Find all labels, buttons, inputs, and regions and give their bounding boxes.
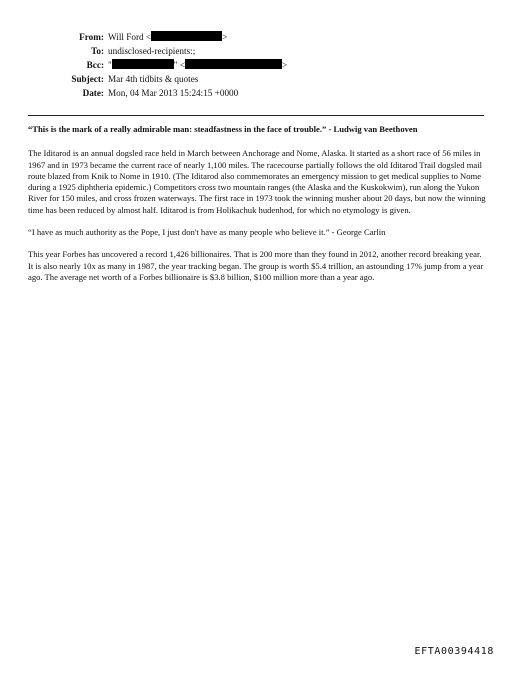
to-label: To: xyxy=(91,46,104,56)
from-label: From: xyxy=(79,32,104,42)
redaction-block xyxy=(112,59,174,69)
bcc-open-quote: " xyxy=(108,60,112,70)
redaction-block xyxy=(185,59,282,69)
from-row xyxy=(0,30,512,44)
iditarod-paragraph: The Iditarod is an annual dogsled race held in March between Anchorage and Nome, Alaska. It started as a short race of 56 miles in 1967 and in 1973 became the current race of nearly 1,100 miles. The racecourse partially follows the old Iditarod Trail dogsled mail route blazed from Knik to Nome in 1910. (The Iditarod also commemorates an emergency mission to get medical supplies to Nome during a 1925 diphtheria epidemic.) Competitors cross two mountain ranges (the Alaska and the Kuskokwim), run along the Yukon River for 150 miles, and cross frozen waterways. The first race in 1973 took the winning musher about 20 days, but now the winning time has been reduced by almost half. Iditarod is from Holikachuk hudenhod, for which no etymology is given. xyxy=(28,148,486,215)
bcc-suffix: > xyxy=(282,60,288,70)
bcc-middle: " < xyxy=(173,60,185,70)
bcc-label: Bcc: xyxy=(86,60,104,70)
email-body xyxy=(28,124,486,294)
date-row xyxy=(0,86,512,100)
header-divider xyxy=(28,115,484,116)
to-value: undisclosed-recipients:; xyxy=(108,46,196,56)
from-name: Will Ford < xyxy=(108,32,152,42)
date-value: Mon, 04 Mar 2013 15:24:15 +0000 xyxy=(108,88,239,98)
bcc-value xyxy=(108,58,287,72)
from-value xyxy=(108,30,227,44)
subject-value: Mar 4th tidbits & quotes xyxy=(108,74,199,84)
redaction-block xyxy=(151,31,222,41)
email-header xyxy=(0,30,512,100)
carlin-quote: “I have as much authority as the Pope, I just don't have as many people who believe it.” - George Carlin xyxy=(28,227,386,238)
document-id: EFTA00394418 xyxy=(414,646,494,657)
date-label: Date: xyxy=(82,88,104,98)
subject-row xyxy=(0,72,512,86)
subject-label: Subject: xyxy=(71,74,104,84)
forbes-paragraph: This year Forbes has uncovered a record 1,426 billionaires. That is 200 more than they found in 2012, another record breaking year. It is also nearly 10x as many in 1987, the year tracking began. The group is worth $5.4 trillion, an astounding 17% jump from a year ago. The average net worth of a Forbes billionaire is $3.8 billion, $100 million more than a year ago. xyxy=(28,249,484,282)
from-suffix: > xyxy=(222,32,228,42)
bcc-row xyxy=(0,58,512,72)
to-row xyxy=(0,44,512,58)
beethoven-quote: “This is the mark of a really admirable man: steadfastness in the face of trouble.” - Ludwig van Beethoven xyxy=(28,124,418,134)
